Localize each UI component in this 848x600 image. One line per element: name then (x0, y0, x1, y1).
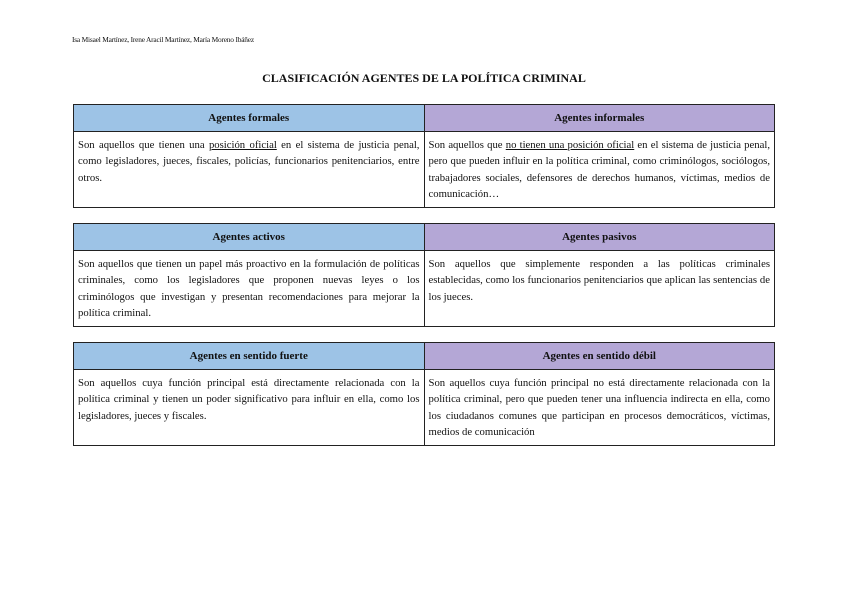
document-authors: Isa Misael Martínez, Irene Aracil Martínez, María Moreno Ibáñez (72, 35, 254, 44)
header-agentes-activos: Agentes activos (74, 224, 425, 251)
cell-agentes-activos: Son aquellos que tienen un papel más proactivo en la formulación de políticas criminales, como los legisladores que proponen nuevas leyes o los criminólogos que investigan y presentan recomendaciones para mejorar la política criminal. (74, 251, 425, 327)
cell-agentes-sentido-fuerte: Son aquellos cuya función principal está directamente relacionada con la política criminal y tienen un poder significativo para influir en ella, como los legisladores, jueces y fiscales. (74, 370, 425, 446)
cell-agentes-informales (424, 132, 775, 208)
table-activos-pasivos (73, 223, 775, 327)
table-sentido-fuerte-debil (73, 342, 775, 446)
document-title: CLASIFICACIÓN AGENTES DE LA POLÍTICA CRIMINAL (262, 71, 586, 85)
cell-agentes-formales (74, 132, 425, 208)
table-body-row (74, 370, 775, 446)
table-header-row (74, 343, 775, 370)
text-fragment: Son aquellos que (428, 139, 506, 151)
table-header-row (74, 224, 775, 251)
table-header-row (74, 105, 775, 132)
text-fragment: Son aquellos que tienen una (78, 139, 209, 151)
cell-agentes-pasivos: Son aquellos que simplemente responden a las políticas criminales establecidas, como los funcionarios penitenciarios que aplican las sentencias de los jueces. (424, 251, 775, 327)
underlined-term: no tienen una posición oficial (505, 139, 635, 151)
cell-agentes-sentido-debil: Son aquellos cuya función principal no está directamente relacionada con la política criminal, pero que pueden tener una influencia indirecta en ella, como los ciudadanos comunes que participan en procesos democráticos, víctimas, medios de comunicación (424, 370, 775, 446)
header-agentes-sentido-fuerte: Agentes en sentido fuerte (74, 343, 425, 370)
table-formales-informales (73, 104, 775, 208)
table-body-row (74, 251, 775, 327)
text-fragment: en el sistema de justicia penal, pero que pueden influir en la política criminal, como criminólogos, sociólogos, trabajadores sociales, defensores de derechos humanos, víctimas, medios de comunicación… (428, 139, 770, 201)
underlined-term: posición oficial (208, 139, 277, 151)
header-agentes-formales: Agentes formales (74, 105, 425, 132)
header-agentes-sentido-debil: Agentes en sentido débil (424, 343, 775, 370)
header-agentes-pasivos: Agentes pasivos (424, 224, 775, 251)
text-fragment: en el sistema de justicia penal, como legisladores, jueces, fiscales, policías, funcionarios penitenciarios, entre otros. (78, 139, 420, 184)
header-agentes-informales: Agentes informales (424, 105, 775, 132)
table-body-row (74, 132, 775, 208)
